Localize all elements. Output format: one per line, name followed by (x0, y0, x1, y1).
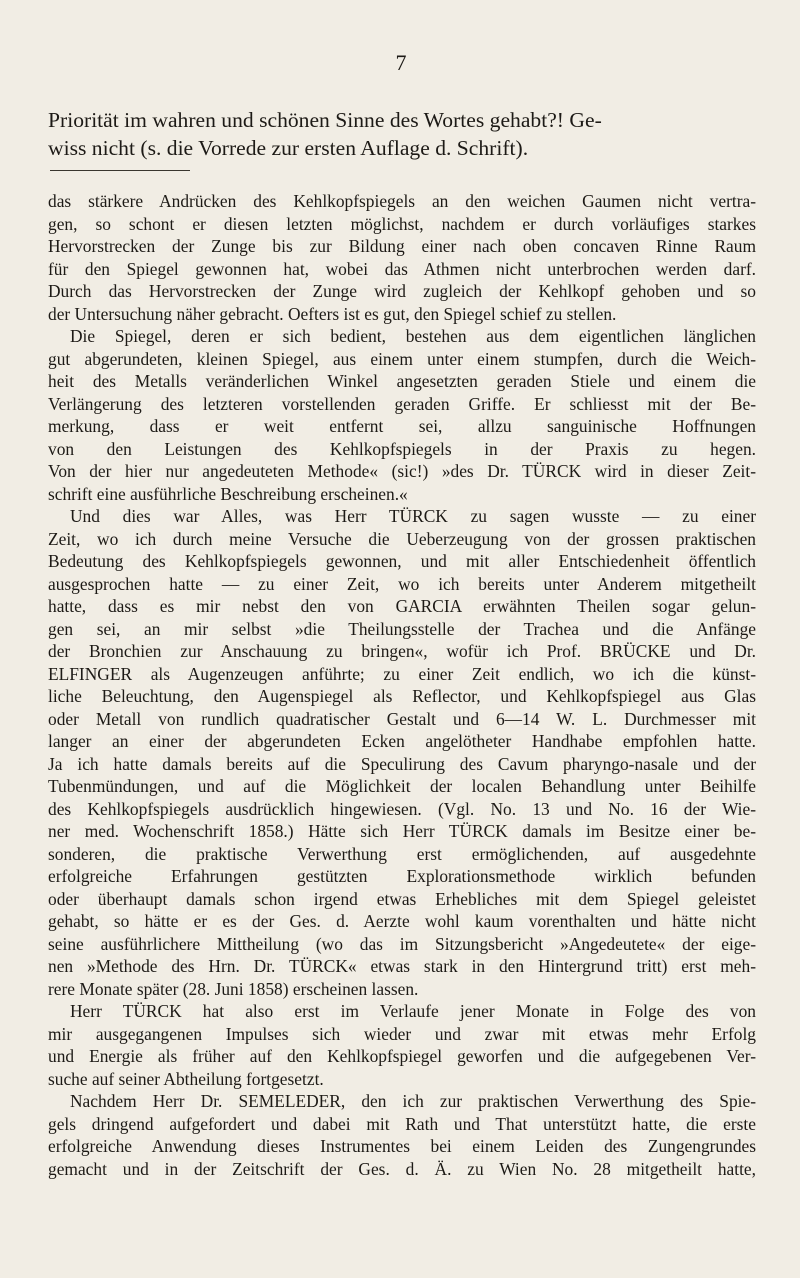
text-line: ausgesprochen hatte — zu einer Zeit, wo ich bereits unter Anderem mitgetheilt (48, 573, 756, 594)
text-line: oder überhaupt damals schon irgend etwas Erhebliches mit dem Spiegel geleistet (48, 888, 756, 909)
text-line: sonderen, die praktische Verwerthung erst ermöglichenden, auf ausgedehnte (48, 843, 756, 864)
text-line: gemacht und in der Zeitschrift der Ges. d. Ä. zu Wien No. 28 mitgetheilt hatte, (48, 1158, 756, 1179)
page-number: 7 (395, 50, 407, 75)
text-line: rere Monate später (28. Juni 1858) erscheinen lassen. (48, 978, 419, 999)
book-page (40, 40, 762, 1240)
body-text (48, 190, 756, 1180)
footnote-separator-rule (50, 170, 190, 171)
text-line: Bedeutung des Kehlkopfspiegels gewonnen, und mit aller Entschiedenheit öffentlich (48, 551, 756, 571)
text-line: gen, so schont er diesen letzten möglichst, nachdem er durch vorläufiges starkes (48, 213, 756, 234)
text-line: Nachdem Herr Dr. SEMELEDER, den ich zur praktischen Verwerthung des Spie- (70, 1091, 756, 1111)
text-line: der Untersuchung näher gebracht. Oefters ist es gut, den Spiegel schief zu stellen. (48, 303, 617, 324)
text-line: von den Leistungen des Kehlkopfspiegels in der Praxis zu hegen. (48, 438, 756, 459)
text-line: oder Metall von rundlich quadratischer Gestalt und 6—14 W. L. Durchmesser mit (48, 708, 756, 729)
text-line: und Energie als früher auf den Kehlkopfspiegel geworfen und die aufgegebenen Ver- (48, 1046, 756, 1066)
text-line: gut abgerundeten, kleinen Spiegel, aus einem unter einem stumpfen, durch die Weich- (48, 348, 756, 369)
text-line: erfolgreiche Anwendung dieses Instrumentes bei einem Leiden des Zungengrundes (48, 1136, 756, 1156)
text-line: Durch das Hervorstrecken der Zunge wird zugleich der Kehlkopf gehoben und so (48, 281, 756, 301)
text-line: seine ausführlichere Mittheilung (wo das im Sitzungsbericht »Angedeutete« der eige- (48, 933, 756, 954)
text-line: erfolgreiche Erfahrungen gestützten Explorationsmethode wirklich befunden (48, 866, 756, 886)
text-line: Zeit, wo ich durch meine Versuche die Ueberzeugung von der grossen praktischen (48, 528, 756, 549)
text-line: nen »Methode des Hrn. Dr. TÜRCK« etwas stark in den Hintergrund tritt) erst meh- (48, 956, 756, 976)
text-line: hatte, dass es mir nebst den von GARCIA erwähnten Theilen sogar gelun- (48, 596, 756, 616)
text-line: des Kehlkopfspiegels ausdrücklich hingewiesen. (Vgl. No. 13 und No. 16 der Wie- (48, 798, 756, 819)
text-line: Verlängerung des letzteren vorstellenden geraden Griffe. Er schliesst mit der Be- (48, 393, 756, 414)
text-line: gels dringend aufgefordert und dabei mit Rath und That unterstützt hatte, die erste (48, 1113, 756, 1134)
text-line: gehabt, so hätte er es der Ges. d. Aerzte wohl kaum vorenthalten und hätte nicht (48, 911, 756, 931)
text-line: merkung, dass er weit entfernt sei, allzu sanguinische Hoffnungen (48, 416, 756, 436)
footnote-line: wiss nicht (s. die Vorrede zur ersten Auflage d. Schrift). (48, 136, 529, 160)
text-line: der Bronchien zur Anschauung zu bringen«, wofür ich Prof. BRÜCKE und Dr. (48, 641, 756, 661)
text-line: für den Spiegel gewonnen hat, wobei das Athmen nicht unterbrochen werden darf. (48, 258, 756, 279)
text-line: Die Spiegel, deren er sich bedient, bestehen aus dem eigentlichen länglichen (70, 326, 756, 346)
text-line: langer an einer der abgerundeten Ecken angelötheter Handhabe empfohlen hatte. (48, 731, 756, 751)
text-line: mir ausgegangenen Impulses sich wieder und zwar mit etwas mehr Erfolg (48, 1023, 756, 1044)
text-line: Herr TÜRCK hat also erst im Verlaufe jener Monate in Folge des von (70, 1001, 756, 1021)
footnote-continuation (48, 106, 754, 162)
text-line: liche Beleuchtung, den Augenspiegel als Reflector, und Kehlkopfspiegel aus Glas (48, 686, 756, 706)
text-line: Ja ich hatte damals bereits auf die Speculirung des Cavum pharyngo-nasale und der (48, 753, 756, 774)
text-line: ELFINGER als Augenzeugen anführte; zu einer Zeit endlich, wo ich die künst- (48, 663, 756, 684)
footnote-line: Priorität im wahren und schönen Sinne des Wortes gehabt?! Ge- (48, 108, 602, 132)
text-line: ner med. Wochenschrift 1858.) Hätte sich Herr TÜRCK damals im Besitze einer be- (48, 821, 756, 841)
text-line: Von der hier nur angedeuteten Methode« (sic!) »des Dr. TÜRCK wird in dieser Zeit- (48, 461, 756, 481)
text-line: schrift eine ausführliche Beschreibung erscheinen.« (48, 483, 408, 504)
text-line: gen sei, an mir selbst »die Theilungsstelle der Trachea und die Anfänge (48, 618, 756, 639)
text-line: heit des Metalls veränderlichen Winkel angesetzten geraden Stiele und einem die (48, 371, 756, 391)
text-line: Und dies war Alles, was Herr TÜRCK zu sagen wusste — zu einer (70, 506, 756, 526)
text-line: das stärkere Andrücken des Kehlkopfspiegels an den weichen Gaumen nicht vertra- (48, 191, 756, 211)
text-line: Tubenmündungen, und auf die Möglichkeit der localen Behandlung unter Beihilfe (48, 776, 756, 796)
text-line: Hervorstrecken der Zunge bis zur Bildung einer nach oben concaven Rinne Raum (48, 236, 756, 256)
text-line: suche auf seiner Abtheilung fortgesetzt. (48, 1068, 324, 1089)
